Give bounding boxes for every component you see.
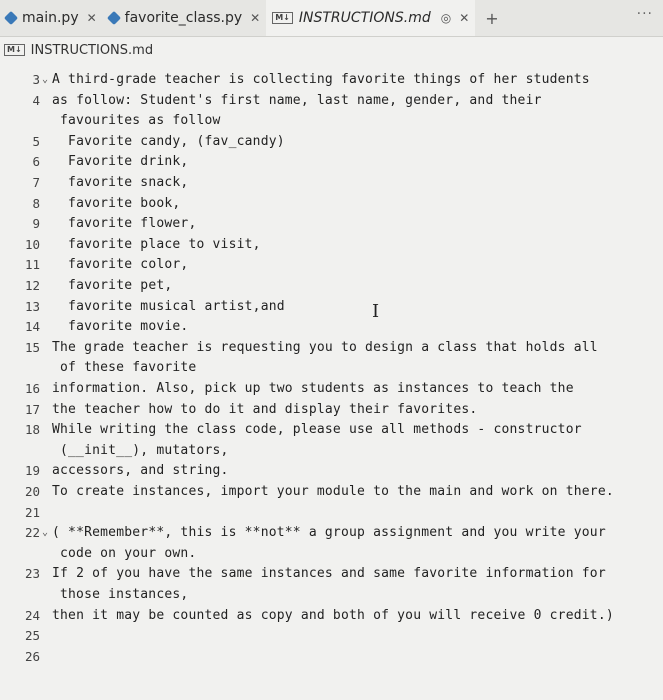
close-icon[interactable]: ✕ — [250, 11, 261, 25]
line-number: 3 — [32, 72, 40, 87]
line-number: 12 — [24, 278, 40, 293]
more-actions-icon[interactable]: ··· — [636, 6, 653, 22]
code-line[interactable] — [0, 647, 663, 667]
code-line[interactable] — [0, 358, 663, 378]
line-text: the teacher how to do it and display their favorites. — [52, 401, 478, 417]
line-number: 10 — [24, 236, 40, 252]
line-text: Favorite candy, (fav_candy) — [52, 133, 285, 149]
code-line[interactable] — [0, 91, 663, 111]
line-text: accessors, and string. — [52, 463, 229, 479]
code-line[interactable] — [0, 441, 663, 461]
code-line[interactable] — [0, 461, 663, 481]
code-line[interactable] — [0, 297, 663, 317]
code-line[interactable] — [0, 214, 663, 234]
code-line[interactable] — [0, 152, 663, 172]
tab-instructions-md[interactable] — [266, 0, 475, 36]
line-text: To create instances, import your module to the main and work on there. — [52, 484, 614, 499]
code-line[interactable] — [0, 235, 663, 255]
line-text: (__init__), mutators, — [60, 442, 229, 458]
breadcrumb-file[interactable]: INSTRUCTIONS.md — [30, 42, 154, 58]
code-line[interactable] — [0, 544, 663, 564]
tab-main-py[interactable] — [0, 0, 103, 36]
line-number: 15 — [24, 339, 40, 355]
line-number: 20 — [24, 484, 40, 499]
code-line[interactable] — [0, 482, 663, 502]
code-line[interactable] — [0, 585, 663, 605]
breadcrumb — [0, 37, 663, 63]
line-number: 24 — [24, 607, 40, 623]
line-number: 19 — [24, 463, 40, 479]
line-text: favorite snack, — [52, 175, 189, 190]
code-line[interactable] — [0, 194, 663, 214]
line-text: favorite musical artist,and — [52, 298, 285, 314]
line-text: ( **Remember**, this is **not** a group assignment and you write your — [52, 525, 606, 541]
code-line[interactable] — [0, 400, 663, 420]
line-number: 11 — [24, 257, 40, 273]
new-tab-button[interactable]: + — [485, 8, 499, 28]
line-number: 21 — [24, 504, 40, 520]
line-text: of these favorite — [60, 360, 197, 376]
tab-bar — [0, 0, 663, 37]
line-text: favorite place to visit, — [52, 236, 261, 252]
code-editor[interactable] — [0, 68, 663, 698]
code-line[interactable] — [0, 70, 663, 90]
line-number: 18 — [24, 422, 40, 438]
tab-label: main.py — [22, 10, 79, 26]
code-line[interactable] — [0, 379, 663, 399]
line-number: 26 — [24, 648, 40, 664]
code-line[interactable] — [0, 255, 663, 275]
text-cursor-icon: I — [372, 301, 380, 322]
tab-favorite-class-py[interactable] — [103, 0, 267, 36]
python-file-icon — [4, 11, 18, 25]
markdown-file-icon: M↓ — [4, 44, 25, 56]
line-text: favorite movie. — [52, 319, 189, 335]
line-text: A third-grade teacher is collecting favorite things of her students — [52, 72, 590, 87]
line-text: favorite color, — [52, 257, 189, 273]
code-line[interactable] — [0, 132, 663, 152]
tab-label: favorite_class.py — [124, 10, 243, 26]
line-number: 8 — [32, 195, 40, 211]
line-number: 14 — [24, 319, 40, 335]
preview-eye-icon[interactable]: ◎ — [440, 11, 452, 25]
line-text: favorite pet, — [52, 278, 173, 293]
line-number: 7 — [32, 175, 40, 190]
code-line[interactable] — [0, 606, 663, 626]
code-line[interactable] — [0, 338, 663, 358]
line-text: If 2 of you have the same instances and same favorite information for — [52, 566, 606, 582]
close-icon[interactable]: ✕ — [459, 11, 470, 25]
code-line[interactable] — [0, 564, 663, 584]
line-text: information. Also, pick up two students as instances to teach the — [52, 381, 574, 396]
code-line[interactable] — [0, 503, 663, 523]
line-text: those instances, — [60, 587, 189, 602]
line-text: as follow: Student's first name, last name, gender, and their — [52, 92, 542, 108]
line-text: favorite book, — [52, 195, 181, 211]
code-line[interactable] — [0, 173, 663, 193]
markdown-file-icon: M↓ — [272, 12, 293, 24]
code-line[interactable] — [0, 523, 663, 543]
line-number: 23 — [24, 566, 40, 582]
line-number: 13 — [24, 298, 40, 314]
line-number: 9 — [32, 216, 40, 232]
line-number: 5 — [32, 133, 40, 149]
line-number: 22 — [24, 525, 40, 541]
line-number: 6 — [32, 154, 40, 170]
fold-chevron-icon[interactable]: ⌄ — [42, 527, 49, 539]
line-number: 4 — [32, 92, 40, 108]
line-text: Favorite drink, — [52, 154, 189, 170]
line-text: favorite flower, — [52, 216, 197, 232]
code-line[interactable] — [0, 626, 663, 646]
code-line[interactable] — [0, 111, 663, 131]
line-text: code on your own. — [60, 545, 197, 561]
code-line[interactable] — [0, 276, 663, 296]
fold-chevron-icon[interactable]: ⌄ — [42, 74, 49, 85]
python-file-icon — [107, 11, 121, 25]
line-text: While writing the class code, please use all methods - constructor — [52, 422, 582, 438]
tab-label: INSTRUCTIONS.md — [298, 10, 431, 26]
line-text: then it may be counted as copy and both of you will receive 0 credit.) — [52, 607, 614, 623]
close-icon[interactable]: ✕ — [86, 11, 97, 25]
line-number: 17 — [24, 401, 40, 417]
line-text: favourites as follow — [60, 113, 221, 129]
code-line[interactable] — [0, 317, 663, 337]
line-text: The grade teacher is requesting you to design a class that holds all — [52, 339, 598, 355]
code-line[interactable] — [0, 420, 663, 440]
line-number: 25 — [24, 628, 40, 644]
line-number: 16 — [24, 381, 40, 396]
